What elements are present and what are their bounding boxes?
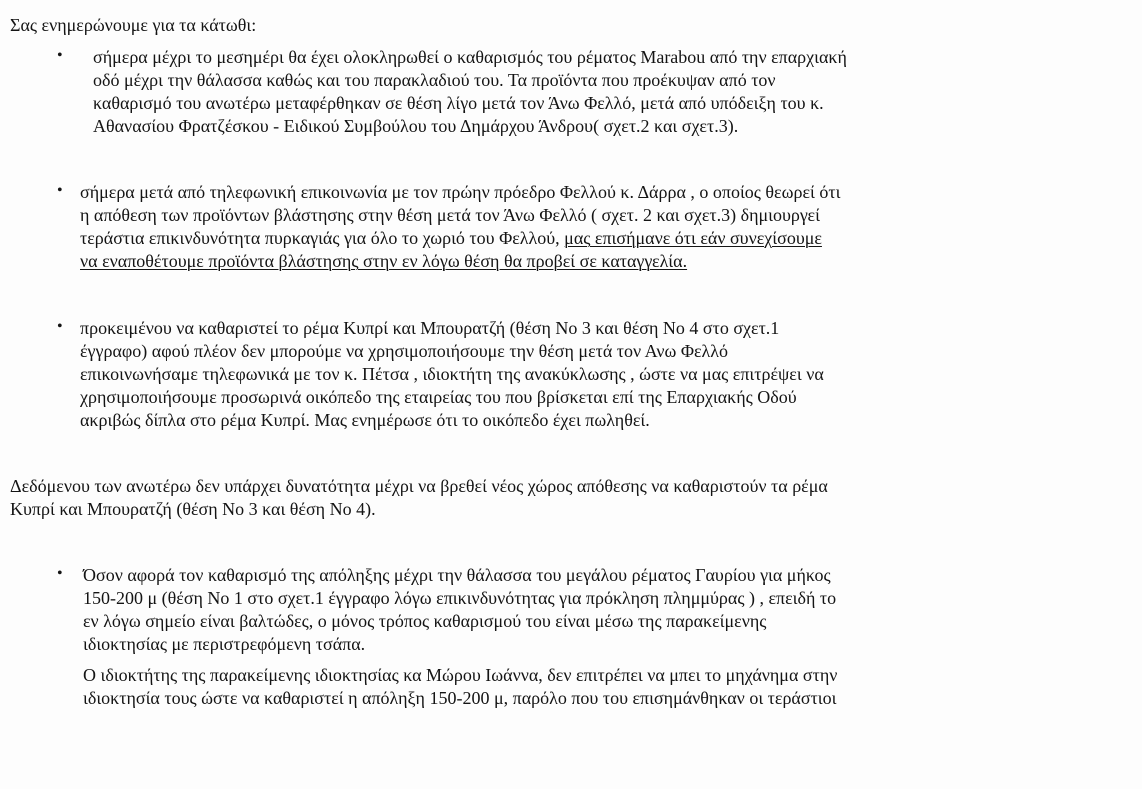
bullet-3-line-3: επικοινωνήσαμε τηλεφωνικά με τον κ. Πέτσα , ιδιοκτήτη της ανακύκλωσης , ώστε να μας επιτρέψει να [80,364,824,384]
bullet-1-line-4: Αθανασίου Φρατζέσκου - Ειδικού Συμβούλου του Δημάρχου Άνδρου( σχετ.2 και σχετ.3). [93,116,739,136]
paragraph-line-1: Δεδόμενου των ανωτέρω δεν υπάρχει δυνατότητα μέχρι να βρεθεί νέος χώρος απόθεσης να καθαριστούν τα ρέμα [10,476,828,496]
bullet-4-line-3: εν λόγω σημείο είναι βαλτώδες, ο μόνος τρόπος καθαρισμού του είναι μέσω της παρακείμενης [83,611,767,631]
bullet-2-line-3 [80,227,822,249]
bullet-2-line-4-underlined: να εναποθέτουμε προϊόντα βλάστησης στην εν λόγω θέση θα προβεί σε καταγγελία. [80,251,688,271]
bullet-3-line-2: έγγραφο) αφού πλέον δεν μπορούμε να χρησιμοποιήσουμε την θέση μετά τον Ανω Φελλό [80,341,728,361]
bullet-1-line-1: σήμερα μέχρι το μεσημέρι θα έχει ολοκληρωθεί ο καθαρισμός του ρέματος Marabou από την επαρχιακή [93,47,847,67]
bullet-4-line-1: Όσον αφορά τον καθαρισμό της απόληξης μέχρι την θάλασσα του μεγάλου ρέματος Γαυρίου για μήκος [83,565,831,585]
bullet-2: • [57,182,63,199]
paragraph-line-2: Κυπρί και Μπουρατζή (θέση Νο 3 και θέση Νο 4). [10,499,376,519]
bullet-1-line-3: καθαρισμό του ανωτέρω μεταφέρθηκαν σε θέση λίγο μετά τον Άνω Φελλό, μετά από υπόδειξη του κ. [93,93,824,113]
bullet-2-line-1: σήμερα μετά από τηλεφωνική επικοινωνία με τον πρώην πρόεδρο Φελλού κ. Δάρρα , ο οποίος θεωρεί ότι [80,182,841,202]
bullet-2-line-3-text: τεράστια επικινδυνότητα πυρκαγιάς για όλο το χωριό του Φελλού, [80,228,565,248]
bullet-2-line-2: η απόθεση των προϊόντων βλάστησης στην θέση μετά τον Άνω Φελλό ( σχετ. 2 και σχετ.3) δημιουργεί [80,205,820,225]
bullet-1-line-2: οδό μέχρι την θάλασσα καθώς και του παρακλαδιού του. Τα προϊόντα που προέκυψαν από τον [93,70,776,90]
bullet-3-line-4: χρησιμοποιήσουμε προσωρινά οικόπεδο της εταιρείας του που βρίσκεται επί της Επαρχιακής Οδού [80,387,797,407]
bullet-4-line-4: ιδιοκτησίας με περιστρεφόμενη τσάπα. [83,634,366,654]
bullet-3-line-1: προκειμένου να καθαριστεί το ρέμα Κυπρί και Μπουρατζή (θέση Νο 3 και θέση Νο 4 στο σχετ.1 [80,318,780,338]
bullet-4-line-6: ιδιοκτησία τους ώστε να καθαριστεί η απόληξη 150-200 μ, παρόλο που του επισημάνθηκαν οι τεράστιοι [83,688,837,708]
bullet-4-line-2: 150-200 μ (θέση Νο 1 στο σχετ.1 έγγραφο λόγω επικινδυνότητας για πρόκληση πλημμύρας ) , επειδή το [83,588,837,608]
bullet-4-line-5: Ο ιδιοκτήτης της παρακείμενης ιδιοκτησίας κα Μώρου Ιωάννα, δεν επιτρέπει να μπει το μηχάνημα στην [83,665,838,685]
intro-line: Σας ενημερώνουμε για τα κάτωθι: [10,15,257,35]
bullet-4: • [57,565,63,582]
bullet-2-underlined-text: μας επισήμανε ότι εάν συνεχίσουμε [564,228,822,248]
bullet-3-line-5: ακριβώς δίπλα στο ρέμα Κυπρί. Μας ενημέρωσε ότι το οικόπεδο έχει πωληθεί. [80,410,650,430]
bullet-3: • [57,318,63,335]
bullet-1: • [57,47,63,64]
